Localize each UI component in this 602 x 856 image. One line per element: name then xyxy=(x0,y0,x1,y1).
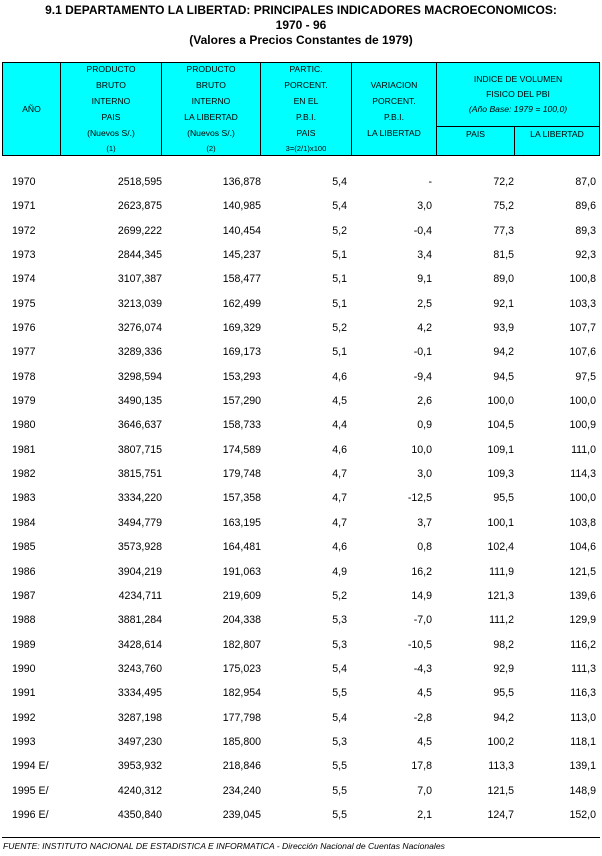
cell-pbi-libertad: 136,878 xyxy=(222,176,261,188)
cell-indice-pais: 95,5 xyxy=(493,492,514,505)
cell-indice-pais: 100,0 xyxy=(487,395,514,408)
cell-variacion: 4,5 xyxy=(417,735,432,748)
cell-indice-libertad: 104,6 xyxy=(569,541,596,554)
table-row xyxy=(0,536,602,560)
cell-indice-pais: 93,9 xyxy=(493,322,514,335)
header-text: (1) xyxy=(106,144,116,153)
table-row xyxy=(0,634,602,658)
cell-year: 1971 xyxy=(12,200,36,213)
cell-indice-libertad: 116,3 xyxy=(570,687,596,700)
cell-pbi-libertad: 145,237 xyxy=(222,249,261,262)
cell-pbi-libertad: 204,338 xyxy=(222,614,261,627)
cell-partic: 5,5 xyxy=(332,687,347,700)
cell-year: 1985 xyxy=(12,541,36,554)
header-text: BRUTO xyxy=(196,80,226,90)
cell-pbi-pais: 3881,284 xyxy=(117,614,162,627)
cell-pbi-pais: 3334,495 xyxy=(117,687,162,700)
cell-indice-pais: 111,9 xyxy=(489,565,514,578)
table-title-block xyxy=(0,3,602,48)
cell-indice-pais: 124,7 xyxy=(487,808,514,821)
cell-year: 1980 xyxy=(12,419,36,432)
cell-pbi-libertad: 182,954 xyxy=(222,687,261,700)
cell-year: 1978 xyxy=(12,370,36,383)
table-row xyxy=(0,317,602,341)
cell-indice-libertad: 97,5 xyxy=(575,370,596,383)
cell-pbi-pais: 2518,595 xyxy=(117,176,162,188)
header-indice-pais xyxy=(437,127,515,155)
table-row xyxy=(0,195,602,219)
header-text: PORCENT. xyxy=(372,96,416,106)
cell-pbi-libertad: 158,477 xyxy=(222,273,261,286)
cell-indice-libertad: 103,8 xyxy=(569,516,596,529)
header-text: VARIACION xyxy=(370,80,418,90)
cell-variacion: 3,7 xyxy=(417,516,432,529)
cell-year: 1982 xyxy=(12,468,36,481)
cell-variacion: -2,8 xyxy=(413,711,432,724)
cell-indice-pais: 121,3 xyxy=(487,589,514,602)
cell-pbi-libertad: 169,173 xyxy=(222,346,261,359)
cell-partic: 5,1 xyxy=(332,297,347,310)
cell-variacion: -12,5 xyxy=(407,492,432,505)
table-header xyxy=(2,62,600,156)
cell-pbi-pais: 3107,387 xyxy=(117,273,162,286)
cell-indice-libertad: 139,6 xyxy=(569,589,596,602)
header-text: (Año Base: 1979 = 100,0) xyxy=(468,104,568,114)
header-text: BRUTO xyxy=(96,80,126,90)
header-text: (Nuevos S/.) xyxy=(87,128,135,138)
cell-year: 1974 xyxy=(12,273,36,286)
cell-indice-pais: 89,0 xyxy=(493,273,514,286)
cell-pbi-libertad: 179,748 xyxy=(222,468,261,481)
table-period: 1970 - 96 xyxy=(275,18,327,32)
cell-year: 1993 xyxy=(12,735,36,748)
cell-year: 1988 xyxy=(12,614,36,627)
cell-variacion: 17,8 xyxy=(411,760,432,773)
cell-pbi-pais: 3953,932 xyxy=(117,760,162,773)
cell-indice-libertad: 118,1 xyxy=(570,735,596,748)
cell-partic: 5,3 xyxy=(332,735,347,748)
cell-pbi-pais: 3646,637 xyxy=(117,419,162,432)
table-row xyxy=(0,682,602,706)
header-text: PAIS xyxy=(296,128,316,138)
cell-indice-libertad: 148,9 xyxy=(569,784,596,797)
table-row xyxy=(0,658,602,682)
cell-pbi-libertad: 174,589 xyxy=(222,443,261,456)
header-text: LA LIBERTAD xyxy=(184,112,238,122)
header-partic xyxy=(261,63,352,155)
table-title: 9.1 DEPARTAMENTO LA LIBERTAD: PRINCIPALES INDICADORES MACROECONOMICOS: xyxy=(45,3,557,17)
table-row xyxy=(0,755,602,779)
cell-indice-libertad: 114,3 xyxy=(570,468,596,481)
cell-partic: 4,7 xyxy=(332,468,347,481)
cell-year: 1992 xyxy=(12,711,36,724)
header-text: (2) xyxy=(206,144,216,153)
cell-partic: 5,2 xyxy=(332,224,347,237)
cell-pbi-pais: 2844,345 xyxy=(117,249,162,262)
cell-variacion: -0,4 xyxy=(413,224,432,237)
cell-partic: 4,6 xyxy=(332,443,347,456)
header-text: PORCENT. xyxy=(284,80,328,90)
table-row xyxy=(0,585,602,609)
cell-pbi-pais: 3494,779 xyxy=(117,516,162,529)
cell-indice-pais: 100,2 xyxy=(487,735,514,748)
table-row xyxy=(0,390,602,414)
cell-pbi-pais: 3807,715 xyxy=(117,443,162,456)
cell-year: 1973 xyxy=(12,249,36,262)
cell-variacion: 4,5 xyxy=(417,687,432,700)
header-text: EN EL xyxy=(293,96,319,106)
cell-indice-libertad: 100,8 xyxy=(569,273,596,286)
cell-year: 1991 xyxy=(12,687,36,700)
header-text: PARTIC. xyxy=(289,64,323,74)
cell-pbi-libertad: 140,985 xyxy=(222,200,261,213)
cell-indice-pais: 109,1 xyxy=(487,443,514,456)
cell-pbi-libertad: 153,293 xyxy=(222,370,261,383)
header-indice-libertad xyxy=(515,127,599,155)
header-text: (Nuevos S/.) xyxy=(187,128,235,138)
cell-year: 1984 xyxy=(12,516,36,529)
cell-pbi-pais: 2623,875 xyxy=(117,200,162,213)
cell-pbi-libertad: 169,329 xyxy=(222,322,261,335)
cell-indice-libertad: 116,2 xyxy=(570,638,596,651)
cell-variacion: -0,1 xyxy=(413,346,432,359)
header-pbi-pais xyxy=(61,63,162,155)
cell-pbi-libertad: 182,807 xyxy=(222,638,261,651)
cell-pbi-libertad: 158,733 xyxy=(222,419,261,432)
cell-variacion: 4,2 xyxy=(417,322,432,335)
header-text: INTERNO xyxy=(91,96,131,106)
cell-year: 1994 E/ xyxy=(12,760,49,773)
cell-year: 1995 E/ xyxy=(12,784,49,797)
header-year-label: AÑO xyxy=(22,104,41,114)
cell-partic: 4,6 xyxy=(332,370,347,383)
cell-pbi-pais: 3573,928 xyxy=(117,541,162,554)
table-row xyxy=(0,707,602,731)
cell-indice-libertad: 111,0 xyxy=(571,443,596,456)
cell-partic: 5,5 xyxy=(332,760,347,773)
cell-variacion: -4,3 xyxy=(413,662,432,675)
cell-variacion: 10,0 xyxy=(411,443,432,456)
header-text: P.B.I. xyxy=(296,112,316,122)
cell-pbi-libertad: 177,798 xyxy=(222,711,261,724)
table-row xyxy=(0,293,602,317)
cell-year: 1981 xyxy=(12,443,36,456)
table-row xyxy=(0,171,602,195)
cell-pbi-pais: 3334,220 xyxy=(117,492,162,505)
cell-partic: 5,4 xyxy=(332,662,347,675)
header-text: P.B.I. xyxy=(384,112,404,122)
header-text: INTERNO xyxy=(191,96,231,106)
cell-indice-pais: 72,2 xyxy=(493,176,514,188)
header-text: PRODUCTO xyxy=(186,64,236,74)
cell-pbi-libertad: 164,481 xyxy=(222,541,261,554)
cell-partic: 5,5 xyxy=(332,808,347,821)
header-text: PAIS xyxy=(466,129,485,139)
cell-indice-libertad: 100,0 xyxy=(569,492,596,505)
cell-indice-pais: 92,1 xyxy=(493,297,514,310)
cell-indice-libertad: 103,3 xyxy=(569,297,596,310)
cell-indice-pais: 77,3 xyxy=(493,224,514,237)
cell-year: 1970 xyxy=(12,176,36,188)
cell-indice-libertad: 129,9 xyxy=(569,614,596,627)
cell-indice-libertad: 107,6 xyxy=(569,346,596,359)
cell-indice-pais: 94,2 xyxy=(493,346,514,359)
cell-partic: 5,1 xyxy=(332,249,347,262)
cell-partic: 4,5 xyxy=(332,395,347,408)
table-row xyxy=(0,414,602,438)
cell-variacion: 16,2 xyxy=(411,565,432,578)
cell-pbi-libertad: 162,499 xyxy=(222,297,261,310)
table-row xyxy=(0,780,602,804)
cell-pbi-libertad: 234,240 xyxy=(222,784,261,797)
table-row xyxy=(0,804,602,828)
header-text: LA LIBERTAD xyxy=(530,129,584,139)
cell-pbi-pais: 3490,135 xyxy=(117,395,162,408)
cell-indice-pais: 75,2 xyxy=(493,200,514,213)
cell-indice-pais: 104,5 xyxy=(487,419,514,432)
cell-partic: 5,3 xyxy=(332,614,347,627)
cell-pbi-pais: 3289,336 xyxy=(117,346,162,359)
cell-indice-pais: 121,5 xyxy=(487,784,514,797)
table-row xyxy=(0,512,602,536)
cell-year: 1979 xyxy=(12,395,36,408)
cell-indice-libertad: 139,1 xyxy=(569,760,596,773)
table-row xyxy=(0,366,602,390)
cell-pbi-pais: 2699,222 xyxy=(117,224,162,237)
cell-pbi-libertad: 140,454 xyxy=(222,224,261,237)
cell-year: 1996 E/ xyxy=(12,808,49,821)
cell-pbi-pais: 3287,198 xyxy=(117,711,162,724)
cell-variacion: 0,8 xyxy=(417,541,432,554)
header-text: LA LIBERTAD xyxy=(367,128,421,138)
header-text: 3=(2/1)x100 xyxy=(285,144,327,153)
footer-divider xyxy=(2,837,600,838)
cell-pbi-pais: 3213,039 xyxy=(117,297,162,310)
table-row xyxy=(0,220,602,244)
cell-indice-pais: 113,3 xyxy=(488,760,514,773)
header-variacion xyxy=(352,63,437,155)
cell-partic: 5,1 xyxy=(332,273,347,286)
cell-pbi-pais: 4240,312 xyxy=(117,784,162,797)
cell-pbi-pais: 3815,751 xyxy=(117,468,162,481)
cell-year: 1976 xyxy=(12,322,36,335)
cell-variacion: 0,9 xyxy=(417,419,432,432)
cell-pbi-libertad: 219,609 xyxy=(222,589,261,602)
header-text: PAIS xyxy=(101,112,121,122)
cell-indice-libertad: 87,0 xyxy=(575,176,596,188)
cell-partic: 4,4 xyxy=(332,419,347,432)
header-pbi-libertad xyxy=(162,63,261,155)
cell-year: 1972 xyxy=(12,224,36,237)
cell-pbi-pais: 3298,594 xyxy=(117,370,162,383)
table-row xyxy=(0,244,602,268)
header-text: FISICO DEL PBI xyxy=(486,89,550,99)
cell-pbi-libertad: 163,195 xyxy=(222,516,261,529)
header-text: PRODUCTO xyxy=(86,64,136,74)
cell-pbi-libertad: 157,290 xyxy=(222,395,261,408)
cell-variacion: 14,9 xyxy=(411,589,432,602)
cell-indice-pais: 102,4 xyxy=(487,541,514,554)
cell-year: 1975 xyxy=(12,297,36,310)
cell-variacion: 7,0 xyxy=(417,784,432,797)
cell-pbi-libertad: 185,800 xyxy=(222,735,261,748)
cell-pbi-libertad: 191,063 xyxy=(222,565,261,578)
cell-indice-libertad: 89,3 xyxy=(575,224,596,237)
cell-pbi-libertad: 157,358 xyxy=(222,492,261,505)
cell-indice-libertad: 152,0 xyxy=(569,808,596,821)
header-year xyxy=(3,63,61,155)
cell-indice-libertad: 111,3 xyxy=(571,662,596,675)
cell-year: 1986 xyxy=(12,565,36,578)
cell-partic: 4,7 xyxy=(332,492,347,505)
cell-variacion: 2,1 xyxy=(417,808,432,821)
table-row xyxy=(0,463,602,487)
cell-variacion: 3,0 xyxy=(417,468,432,481)
cell-year: 1987 xyxy=(12,589,36,602)
cell-indice-libertad: 113,0 xyxy=(570,711,596,724)
cell-indice-pais: 111,2 xyxy=(489,614,514,627)
table-row xyxy=(0,731,602,755)
cell-partic: 4,7 xyxy=(332,516,347,529)
cell-variacion: -9,4 xyxy=(413,370,432,383)
cell-pbi-libertad: 239,045 xyxy=(222,808,261,821)
cell-partic: 5,4 xyxy=(332,711,347,724)
cell-partic: 5,2 xyxy=(332,322,347,335)
cell-year: 1983 xyxy=(12,492,36,505)
cell-pbi-pais: 3904,219 xyxy=(117,565,162,578)
cell-partic: 5,5 xyxy=(332,784,347,797)
cell-indice-pais: 94,5 xyxy=(493,370,514,383)
cell-pbi-pais: 4350,840 xyxy=(117,808,162,821)
cell-indice-pais: 95,5 xyxy=(493,687,514,700)
cell-year: 1977 xyxy=(12,346,36,359)
cell-year: 1989 xyxy=(12,638,36,651)
cell-variacion: 2,6 xyxy=(417,395,432,408)
table-body xyxy=(0,171,602,828)
header-indice-group xyxy=(437,63,599,127)
cell-indice-pais: 109,3 xyxy=(487,468,514,481)
cell-partic: 5,3 xyxy=(332,638,347,651)
cell-indice-pais: 98,2 xyxy=(493,638,514,651)
table-row xyxy=(0,609,602,633)
cell-variacion: -7,0 xyxy=(413,614,432,627)
cell-pbi-libertad: 175,023 xyxy=(222,662,261,675)
cell-indice-libertad: 89,6 xyxy=(575,200,596,213)
table-row xyxy=(0,439,602,463)
cell-pbi-libertad: 218,846 xyxy=(222,760,261,773)
cell-year: 1990 xyxy=(12,662,36,675)
table-row xyxy=(0,487,602,511)
cell-indice-libertad: 100,0 xyxy=(569,395,596,408)
cell-indice-pais: 81,5 xyxy=(493,249,514,262)
cell-variacion: 3,4 xyxy=(417,249,432,262)
cell-pbi-pais: 3276,074 xyxy=(117,322,162,335)
table-row xyxy=(0,341,602,365)
cell-partic: 4,9 xyxy=(332,565,347,578)
table-row xyxy=(0,268,602,292)
cell-pbi-pais: 3428,614 xyxy=(117,638,162,651)
cell-pbi-pais: 4234,711 xyxy=(118,589,162,602)
cell-indice-pais: 100,1 xyxy=(487,516,514,529)
cell-variacion: 9,1 xyxy=(417,273,432,286)
cell-variacion: -10,5 xyxy=(407,638,432,651)
cell-partic: 5,1 xyxy=(332,346,347,359)
source-note: FUENTE: INSTITUTO NACIONAL DE ESTADISTICA E INFORMATICA - Dirección Nacional de Cuentas Nacionales xyxy=(3,841,445,851)
table-row xyxy=(0,561,602,585)
cell-indice-libertad: 107,7 xyxy=(569,322,596,335)
cell-variacion: 2,5 xyxy=(417,297,432,310)
cell-indice-pais: 92,9 xyxy=(493,662,514,675)
table-subtitle: (Valores a Precios Constantes de 1979) xyxy=(189,33,413,47)
cell-variacion: 3,0 xyxy=(417,200,432,213)
cell-indice-libertad: 121,5 xyxy=(569,565,596,578)
cell-variacion: - xyxy=(428,176,432,188)
cell-partic: 4,6 xyxy=(332,541,347,554)
cell-indice-libertad: 92,3 xyxy=(575,249,596,262)
cell-pbi-pais: 3243,760 xyxy=(117,662,162,675)
header-text: INDICE DE VOLUMEN xyxy=(473,74,563,84)
cell-indice-pais: 94,2 xyxy=(493,711,514,724)
cell-partic: 5,4 xyxy=(332,200,347,213)
cell-partic: 5,2 xyxy=(332,589,347,602)
cell-partic: 5,4 xyxy=(332,176,347,188)
cell-pbi-pais: 3497,230 xyxy=(117,735,162,748)
cell-indice-libertad: 100,9 xyxy=(569,419,596,432)
